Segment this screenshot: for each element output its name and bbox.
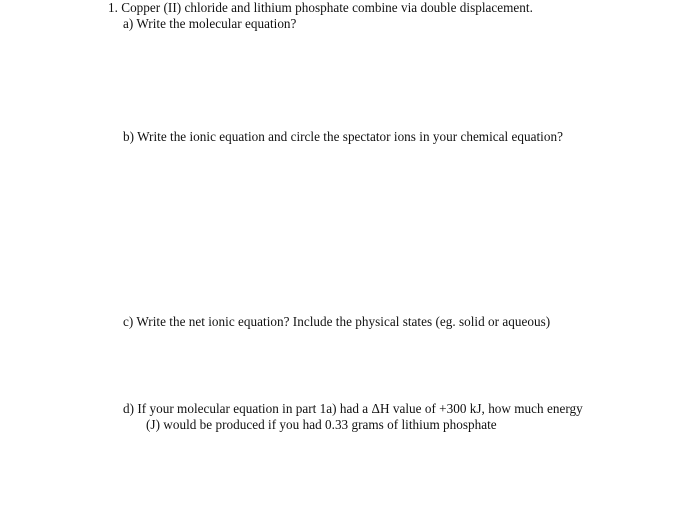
question-1b-prompt: b) Write the ionic equation and circle the spectator ions in your chemical equation? [123, 129, 563, 144]
question-1d-prompt-line-1: d) If your molecular equation in part 1a) had a ΔH value of +300 kJ, how much energy [123, 401, 583, 416]
question-1a-prompt: a) Write the molecular equation? [123, 16, 297, 31]
question-1d-prompt-line-2: (J) would be produced if you had 0.33 grams of lithium phosphate [146, 417, 497, 432]
question-1-title: 1. Copper (II) chloride and lithium phosphate combine via double displacement. [108, 0, 533, 15]
question-1c-prompt: c) Write the net ionic equation? Include the physical states (eg. solid or aqueous) [123, 314, 551, 329]
